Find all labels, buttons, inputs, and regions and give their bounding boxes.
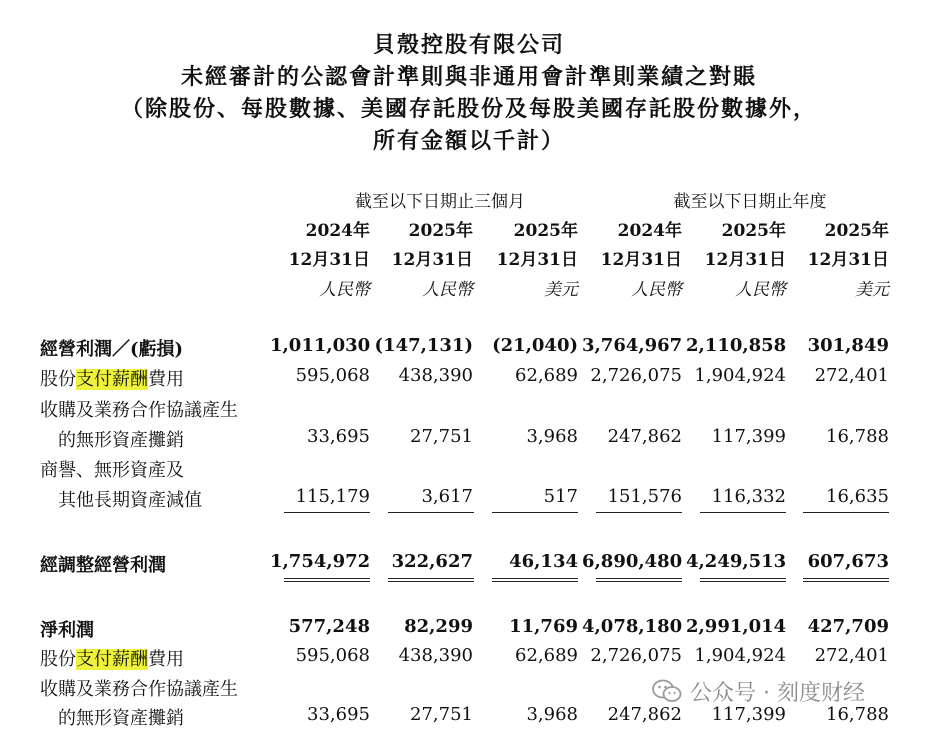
- label-part: 股份: [40, 649, 76, 670]
- cell: 46,134: [509, 551, 578, 572]
- col-date: 12月31日: [807, 250, 889, 270]
- highlighted-text: 支付薪酬: [76, 649, 148, 670]
- total-rule: [388, 581, 474, 582]
- subtotal-rule: [700, 512, 786, 513]
- col-currency: 人民幣: [422, 280, 473, 300]
- watermark-text: 公众号 · 刻度财经: [690, 681, 865, 706]
- col-date: 12月31日: [391, 250, 473, 270]
- row-label: 商譽、無形資產及: [40, 460, 184, 481]
- cell: 2,991,014: [686, 616, 787, 637]
- col-year: 2024年: [305, 221, 370, 241]
- col-currency: 人民幣: [735, 280, 786, 300]
- cell: 247,862: [607, 426, 682, 447]
- cell: 27,751: [410, 426, 473, 447]
- row-label-continued: 的無形資產攤銷: [58, 430, 184, 451]
- cell: 1,011,030: [270, 335, 371, 356]
- total-rule: [803, 578, 889, 579]
- cell: 116,332: [711, 486, 786, 507]
- cell: 607,673: [807, 551, 889, 572]
- col-year: 2025年: [721, 221, 786, 241]
- total-rule: [284, 581, 370, 582]
- cell: 62,689: [515, 365, 578, 386]
- company-title: 貝殼控股有限公司: [372, 32, 565, 58]
- group-year: 截至以下日期止年度: [673, 192, 827, 212]
- cell: 301,849: [807, 335, 889, 356]
- row-label-continued: 其他長期資產減值: [58, 490, 202, 511]
- col-year: 2025年: [824, 221, 889, 241]
- cell: 4,078,180: [582, 616, 683, 637]
- cell: 62,689: [515, 645, 578, 666]
- label-part: 股份: [40, 369, 76, 390]
- total-rule: [388, 578, 474, 579]
- cell: 1,904,924: [694, 365, 786, 386]
- total-rule: [492, 581, 578, 582]
- total-rule: [284, 578, 370, 579]
- row-label: 經調整經營利潤: [40, 555, 166, 576]
- cell: 1,754,972: [270, 551, 371, 572]
- cell: 151,576: [607, 486, 682, 507]
- cell: 117,399: [711, 704, 786, 725]
- subtotal-rule: [803, 512, 889, 513]
- cell: 247,862: [607, 704, 682, 725]
- row-label-continued: 的無形資產攤銷: [58, 708, 184, 729]
- cell: 16,788: [826, 704, 889, 725]
- col-currency: 美元: [855, 280, 889, 300]
- cell: 272,401: [814, 645, 889, 666]
- cell: 322,627: [391, 551, 473, 572]
- cell: 82,299: [404, 616, 473, 637]
- total-rule: [596, 578, 682, 579]
- cell: 3,968: [526, 426, 578, 447]
- highlighted-text: 支付薪酬: [76, 369, 148, 390]
- cell: 33,695: [307, 704, 370, 725]
- cell: 427,709: [807, 616, 889, 637]
- col-year: 2025年: [408, 221, 473, 241]
- group-three-months: 截至以下日期止三個月: [355, 192, 525, 212]
- cell: 11,769: [509, 616, 578, 637]
- subtotal-rule: [492, 512, 578, 513]
- total-rule: [700, 578, 786, 579]
- cell: (147,131): [374, 335, 473, 356]
- subtotal-rule: [284, 512, 370, 513]
- col-date: 12月31日: [288, 250, 370, 270]
- reconciliation-title: 未經審計的公認會計準則與非通用會計準則業績之對賬: [180, 64, 757, 90]
- row-label: [40, 645, 184, 671]
- cell: 595,068: [295, 365, 370, 386]
- row-label: 收購及業務合作協議產生: [40, 679, 238, 700]
- cell: 3,968: [526, 704, 578, 725]
- wechat-icon: [652, 678, 682, 704]
- col-date: 12月31日: [600, 250, 682, 270]
- cell: 4,249,513: [686, 551, 787, 572]
- col-currency: 人民幣: [631, 280, 682, 300]
- subtotal-rule: [388, 512, 474, 513]
- col-currency: 人民幣: [319, 280, 370, 300]
- col-year: 2025年: [513, 221, 578, 241]
- col-currency: 美元: [544, 280, 578, 300]
- row-label: 經營利潤／(虧損): [40, 339, 184, 360]
- row-label: 收購及業務合作協議產生: [40, 400, 238, 421]
- cell: 115,179: [295, 486, 370, 507]
- col-date: 12月31日: [496, 250, 578, 270]
- cell: 2,726,075: [590, 365, 682, 386]
- cell: 6,890,480: [582, 551, 683, 572]
- cell: 3,764,967: [582, 335, 683, 356]
- col-year: 2024年: [617, 221, 682, 241]
- cell: 27,751: [410, 704, 473, 725]
- cell: 272,401: [814, 365, 889, 386]
- total-rule: [596, 581, 682, 582]
- total-rule: [700, 581, 786, 582]
- note-line-2: 所有金額以千計）: [372, 128, 565, 154]
- label-part: 費用: [148, 369, 184, 390]
- cell: 2,726,075: [590, 645, 682, 666]
- cell: 2,110,858: [686, 335, 787, 356]
- cell: 117,399: [711, 426, 786, 447]
- label-part: 費用: [148, 649, 184, 670]
- row-label: 淨利潤: [40, 620, 94, 641]
- note-line-1: （除股份、每股數據、美國存託股份及每股美國存託股份數據外，: [120, 96, 817, 122]
- cell: 3,617: [421, 486, 473, 507]
- row-label: [40, 365, 184, 391]
- cell: 595,068: [295, 645, 370, 666]
- cell: 1,904,924: [694, 645, 786, 666]
- cell: 577,248: [288, 616, 370, 637]
- total-rule: [492, 578, 578, 579]
- subtotal-rule: [596, 512, 682, 513]
- total-rule: [803, 581, 889, 582]
- cell: 438,390: [398, 365, 473, 386]
- cell: 438,390: [398, 645, 473, 666]
- col-date: 12月31日: [704, 250, 786, 270]
- cell: (21,040): [492, 335, 578, 356]
- cell: 517: [543, 486, 578, 507]
- cell: 33,695: [307, 426, 370, 447]
- cell: 16,788: [826, 426, 889, 447]
- cell: 16,635: [826, 486, 889, 507]
